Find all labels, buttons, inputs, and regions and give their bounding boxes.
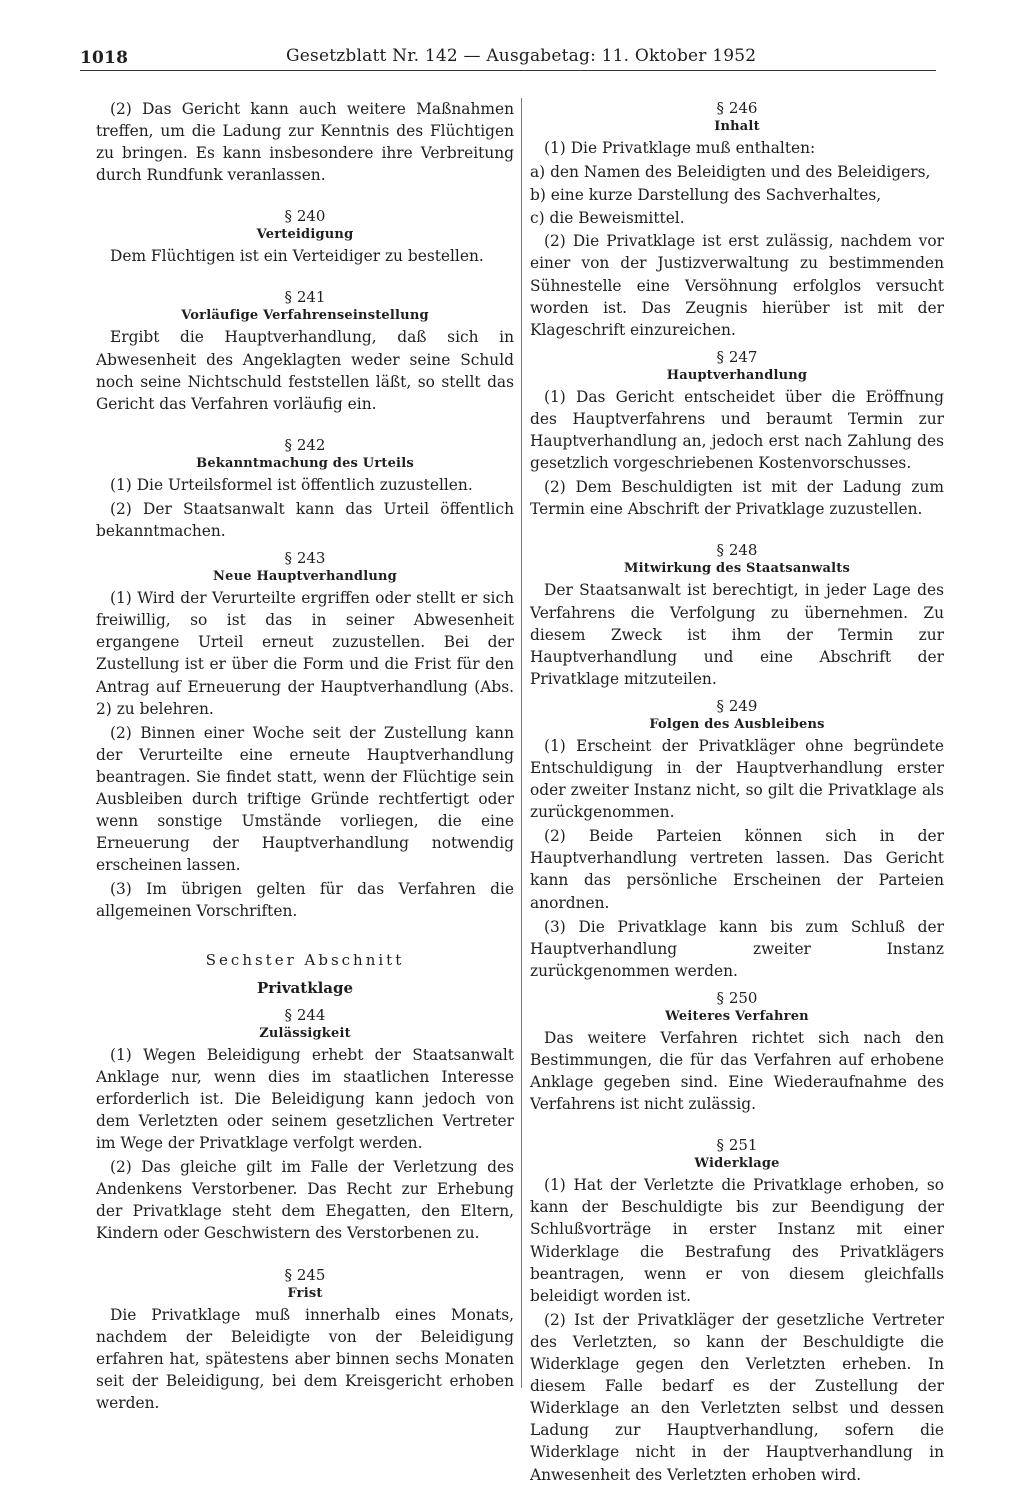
section-number-250: § 250: [716, 988, 758, 1007]
text-247-1: (1) Das Gericht entscheidet über die Eröffnung des Hauptverfahrens und beraumt Termin zur Hauptverhandlung an, jedoch erst nach Zahlung des gesetzlich vorgeschriebenen Kostenvorschusses.: [530, 387, 944, 473]
text-249-3: (3) Die Privatklage kann bis zum Schluß der Hauptverhandlung zweiter Instanz zurückgenommen werden.: [530, 917, 944, 980]
text-243-3: (3) Im übrigen gelten für das Verfahren die allgemeinen Vorschriften.: [96, 880, 514, 921]
text-249-2: (2) Beide Parteien können sich in der Hauptverhandlung vertreten lassen. Das Gericht kann das persönliche Erscheinen der Parteien anordnen.: [530, 827, 944, 912]
text-243-1: (1) Wird der Verurteilte ergriffen oder stellt er sich freiwillig, so ist das in seiner Abwesenheit ergangene Urteil erneut zuzustellen. Bei der Zustellung ist er über die Form und die Frist für den Antrag auf Erneuerung der Hauptverhandlung (Abs. 2) zu belehren.: [96, 589, 514, 718]
text-240: Dem Flüchtigen ist ein Verteidiger zu bestellen.: [110, 247, 484, 266]
page-header: [80, 46, 936, 72]
text-243-2: (2) Binnen einer Woche seit der Zustellung kann der Verurteilte eine erneute Hauptverhandlung beantragen. Sie findet statt, wenn der Flüchtige sein Ausbleiben durch triftige Gründe rechtfertigt oder wenn sonstige Umstände vorliegen, die eine Erneuerung der Hauptverhandlung notwendig erscheinen lassen.: [96, 723, 514, 875]
text-242-1: (1) Die Urteilsformel ist öffentlich zuzustellen.: [110, 475, 473, 494]
section-number-241: § 241: [284, 288, 326, 307]
heading-240: Verteidigung: [256, 227, 354, 243]
section-number-251: § 251: [716, 1136, 758, 1155]
text-245: Die Privatklage muß innerhalb eines Monats, nachdem der Beleidigte von der Beleidigung erfahren hat, spätestens aber binnen sechs Monaten seit der Beleidigung, bei dem Kreisgericht erhoben werden.: [96, 1305, 514, 1412]
text-247-2: (2) Dem Beschuldigten ist mit der Ladung zum Termin eine Abschrift der Privatklage zuzustellen.: [530, 478, 944, 519]
text-251-2: (2) Ist der Privatkläger der gesetzliche Vertreter des Verletzten, so kann der Beschuldigte die Widerklage gegen den Verletzten erheben. In diesem Falle bedarf es der Zustellung der Widerklage an den Verletzten selbst und dessen Ladung zur Hauptverhandlung, sofern die Widerklage nicht in der Hauptverhandlung in Anwesenheit des Verletzten erhoben wird.: [530, 1310, 944, 1484]
heading-249: Folgen des Ausbleibens: [649, 716, 825, 732]
heading-248: Mitwirkung des Staatsanwalts: [624, 561, 850, 577]
section-subtitle: Privatklage: [256, 978, 354, 997]
heading-244: Zulässigkeit: [259, 1025, 351, 1041]
text-244-1: (1) Wegen Beleidigung erhebt der Staatsanwalt Anklage nur, wenn dies im staatlichen Interesse erforderlich ist. Die Beleidigung kann jedoch von dem Verletzten oder seinem gesetzlichen Vertreter im Wege der Privatklage verfolgt werden.: [96, 1045, 514, 1153]
section-title: Sechster Abschnitt: [205, 950, 405, 969]
section-number-242: § 242: [284, 435, 326, 454]
section-number-244: § 244: [284, 1005, 326, 1024]
section-number-248: § 248: [716, 541, 758, 560]
heading-250: Weiteres Verfahren: [665, 1008, 809, 1024]
text-251-1: (1) Hat der Verletzte die Privatklage erhoben, so kann der Beschuldigte bis zur Beendigung der Schlußvorträge in erster Instanz mit einer Widerklage die Bestrafung des Privatklägers beantragen, wenn er von diesem gleichfalls beleidigt worden ist.: [530, 1176, 944, 1305]
text-241: Ergibt die Hauptverhandlung, daß sich in Abwesenheit des Angeklagten weder seine Schuld noch seine Nichtschuld feststellen läßt, so stellt das Gericht das Verfahren vorläufig ein.: [96, 328, 514, 413]
page-number: 1018: [80, 48, 129, 68]
text-249-1: (1) Erscheint der Privatkläger ohne begründete Entschuldigung in der Hauptverhandlung erster oder zweiter Instanz nicht, so gilt die Privatklage als zurückgenommen.: [530, 736, 944, 822]
heading-242: Bekanntmachung des Urteils: [196, 455, 414, 471]
text-244-2: (2) Das gleiche gilt im Falle der Verletzung des Andenkens Verstorbener. Das Recht zur Erhebung der Privatklage steht dem Ehegatten, den Eltern, Kindern oder Geschwistern des Verstorbenen zu.: [96, 1158, 514, 1243]
header-rule: [80, 70, 936, 71]
header-title: Gesetzblatt Nr. 142 — Ausgabetag: 11. Oktober 1952: [286, 46, 757, 66]
section-number-246: § 246: [716, 99, 758, 117]
heading-247: Hauptverhandlung: [666, 367, 808, 383]
text-246-1: (1) Die Privatklage muß enthalten:: [544, 139, 816, 157]
left-column: [96, 98, 514, 1416]
text-246-2: (2) Die Privatklage ist erst zulässig, nachdem vor einer von der Justizverwaltung zu bestimmenden Sühnestelle eine Versöhnung erfolglos versucht worden ist. Das Zeugnis hierüber ist mit der Klageschrift einzureichen.: [530, 232, 944, 339]
text-242-2: (2) Der Staatsanwalt kann das Urteil öffentlich bekanntmachen.: [96, 499, 514, 541]
text-246-b: b) eine kurze Darstellung des Sachverhaltes,: [530, 186, 882, 205]
section-number-245: § 245: [284, 1265, 326, 1284]
text-246-c: c) die Beweismittel.: [530, 209, 685, 228]
paragraph-239-2: (2) Das Gericht kann auch weitere Maßnahmen treffen, um die Ladung zur Kenntnis des Flüchtigen zu bringen. Es kann insbesondere ihre Verbreitung durch Rundfunk veranlassen.: [96, 100, 514, 185]
section-number-240: § 240: [284, 207, 326, 226]
heading-246: Inhalt: [714, 119, 760, 134]
section-number-249: § 249: [716, 696, 758, 715]
section-number-243: § 243: [284, 549, 326, 568]
heading-245: Frist: [287, 1285, 323, 1301]
column-divider: [521, 98, 522, 1388]
text-246-a: a) den Namen des Beleidigten und des Beleidigers,: [530, 163, 931, 182]
section-number-247: § 247: [716, 347, 758, 366]
heading-243: Neue Hauptverhandlung: [213, 569, 397, 585]
text-248: Der Staatsanwalt ist berechtigt, in jeder Lage des Verfahrens die Verfolgung zu übernehmen. Zu diesem Zweck ist ihm der Termin zur Hauptverhandlung und eine Abschrift der Privatklage mitzuteilen.: [530, 581, 944, 688]
text-250: Das weitere Verfahren richtet sich nach den Bestimmungen, die für das Verfahren auf erhobene Anklage gegeben sind. Eine Wiederaufnahme des Verfahrens ist nicht zulässig.: [530, 1028, 944, 1114]
right-column: [530, 98, 944, 1488]
heading-241: Vorläufige Verfahrenseinstellung: [181, 308, 429, 324]
heading-251: Widerklage: [694, 1156, 780, 1172]
